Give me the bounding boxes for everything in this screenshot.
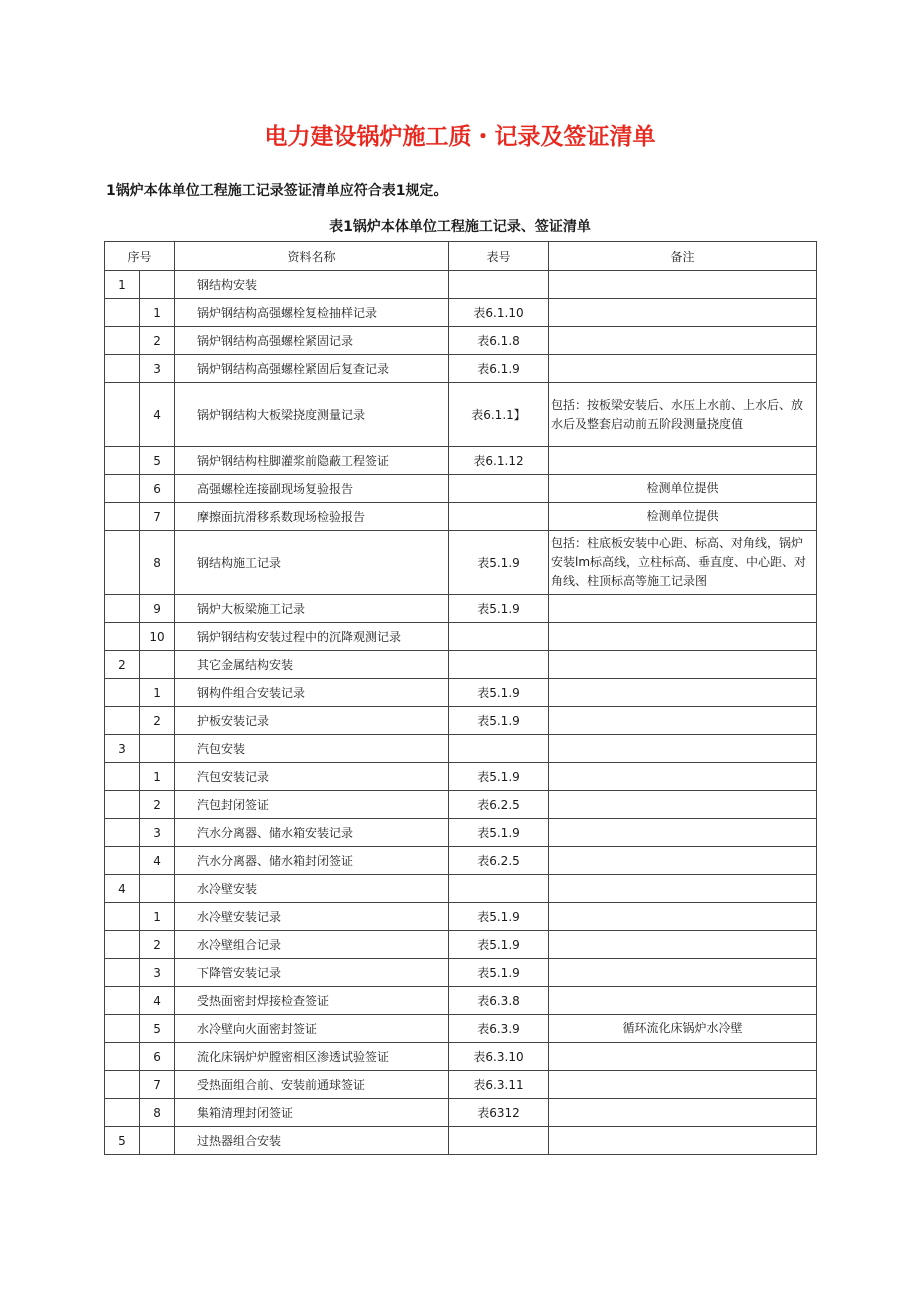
row-name-cell: 摩擦面抗滑移系数现场检验报告 [175,503,449,531]
header-name: 资料名称 [175,242,449,271]
intro-paragraph: 1锅炉本体单位工程施工记录签证清单应符合表1规定。 [106,183,448,199]
row-sub-seq-cell: 2 [140,707,175,735]
table-row [105,847,817,875]
row-note-cell [549,959,817,987]
table-row [105,1043,817,1071]
section-row [105,875,817,903]
row-form-cell: 表5.1.9 [449,763,549,791]
row-form-cell [449,271,549,299]
row-seq-cell: 3 [105,735,140,763]
row-sub-seq-cell: 1 [140,763,175,791]
row-form-cell [449,503,549,531]
row-name-cell: 水冷壁安装记录 [175,903,449,931]
row-name-cell: 流化床锅炉炉膛密相区渗透试验签证 [175,1043,449,1071]
row-seq-cell [105,903,140,931]
row-form-cell: 表6.1.8 [449,327,549,355]
row-seq-cell [105,355,140,383]
row-name-cell: 锅炉钢结构柱脚灌浆前隐蔽工程签证 [175,447,449,475]
table-row [105,531,817,595]
row-name-cell: 护板安装记录 [175,707,449,735]
table-row [105,707,817,735]
row-sub-seq-cell: 1 [140,903,175,931]
row-sub-seq-cell: 6 [140,1043,175,1071]
table-row [105,383,817,447]
row-name-cell: 水冷壁向火面密封签证 [175,1015,449,1043]
table-row [105,327,817,355]
row-note-cell [549,791,817,819]
row-seq-cell [105,931,140,959]
row-form-cell [449,651,549,679]
table-row [105,987,817,1015]
row-name-cell: 水冷壁安装 [175,875,449,903]
row-form-cell: 表6.3.11 [449,1071,549,1099]
row-note-cell [549,763,817,791]
row-sub-seq-cell [140,735,175,763]
header-note: 备注 [549,242,817,271]
row-form-cell: 表5.1.9 [449,959,549,987]
row-form-cell: 表6.2.5 [449,847,549,875]
row-form-cell [449,875,549,903]
row-seq-cell [105,475,140,503]
row-note-cell [549,707,817,735]
row-seq-cell [105,503,140,531]
row-note-cell [549,1127,817,1155]
row-form-cell: 表5.1.9 [449,707,549,735]
row-form-cell: 表5.1.9 [449,679,549,707]
row-sub-seq-cell: 4 [140,383,175,447]
row-note-cell: 包括：按板梁安装后、水压上水前、上水后、放水后及整套启动前五阶段测量挠度值 [549,383,817,447]
row-note-cell [549,819,817,847]
row-seq-cell: 5 [105,1127,140,1155]
table-row [105,819,817,847]
table-row [105,1015,817,1043]
row-seq-cell [105,1015,140,1043]
row-note-cell [549,299,817,327]
table-row [105,447,817,475]
section-row [105,1127,817,1155]
row-form-cell: 表6.3.9 [449,1015,549,1043]
table-row [105,475,817,503]
row-name-cell: 锅炉钢结构高强螺栓紧固记录 [175,327,449,355]
row-form-cell [449,475,549,503]
table-row [105,299,817,327]
row-form-cell: 表5.1.9 [449,931,549,959]
row-note-cell [549,987,817,1015]
row-form-cell: 表5.1.9 [449,903,549,931]
row-note-cell [549,595,817,623]
row-seq-cell [105,383,140,447]
table-row [105,623,817,651]
table-row [105,1071,817,1099]
row-sub-seq-cell: 8 [140,531,175,595]
row-name-cell: 锅炉大板梁施工记录 [175,595,449,623]
row-note-cell [549,327,817,355]
row-sub-seq-cell: 1 [140,679,175,707]
table-row [105,791,817,819]
row-form-cell: 表5.1.9 [449,531,549,595]
row-name-cell: 汽水分离器、储水箱封闭签证 [175,847,449,875]
row-note-cell [549,271,817,299]
table-row [105,959,817,987]
table-header-row [105,242,817,271]
row-seq-cell [105,595,140,623]
row-form-cell: 表6.1.9 [449,355,549,383]
row-sub-seq-cell [140,1127,175,1155]
row-note-cell [549,1043,817,1071]
row-note-cell [549,447,817,475]
row-form-cell: 表6.1.12 [449,447,549,475]
row-note-cell: 检测单位提供 [549,503,817,531]
row-seq-cell [105,327,140,355]
row-note-cell [549,679,817,707]
row-seq-cell: 4 [105,875,140,903]
row-name-cell: 锅炉钢结构安装过程中的沉降观测记录 [175,623,449,651]
row-sub-seq-cell: 8 [140,1099,175,1127]
row-seq-cell [105,819,140,847]
row-sub-seq-cell: 2 [140,327,175,355]
row-note-cell: 包括：柱底板安装中心距、标高、对角线，锅炉安装lm标高线，立柱标高、垂直度、中心距、对角线、柱顶标高等施工记录图 [549,531,817,595]
record-list-table [104,241,817,1155]
row-sub-seq-cell: 7 [140,503,175,531]
row-seq-cell [105,791,140,819]
row-seq-cell [105,1043,140,1071]
row-note-cell [549,735,817,763]
row-sub-seq-cell: 2 [140,791,175,819]
row-name-cell: 锅炉钢结构高强螺栓复检抽样记录 [175,299,449,327]
row-seq-cell [105,1071,140,1099]
row-form-cell: 表6.3.10 [449,1043,549,1071]
row-seq-cell [105,959,140,987]
table-row [105,903,817,931]
row-seq-cell [105,847,140,875]
row-sub-seq-cell [140,271,175,299]
table-row [105,503,817,531]
row-form-cell [449,735,549,763]
row-form-cell [449,623,549,651]
row-name-cell: 受热面组合前、安装前通球签证 [175,1071,449,1099]
row-name-cell: 汽水分离器、储水箱安装记录 [175,819,449,847]
row-name-cell: 钢结构安装 [175,271,449,299]
row-note-cell [549,903,817,931]
row-name-cell: 集箱清理封闭签证 [175,1099,449,1127]
row-note-cell: 检测单位提供 [549,475,817,503]
row-sub-seq-cell: 3 [140,959,175,987]
row-seq-cell: 1 [105,271,140,299]
row-sub-seq-cell: 10 [140,623,175,651]
row-note-cell [549,623,817,651]
row-seq-cell: 2 [105,651,140,679]
row-note-cell [549,875,817,903]
row-seq-cell [105,707,140,735]
table-row [105,931,817,959]
row-form-cell: 表6.1.10 [449,299,549,327]
document-title: 电力建设锅炉施工质・记录及签证清单 [264,124,656,150]
row-name-cell: 汽包封闭签证 [175,791,449,819]
row-note-cell [549,651,817,679]
row-form-cell: 表6.1.1】 [449,383,549,447]
section-row [105,651,817,679]
row-name-cell: 水冷壁组合记录 [175,931,449,959]
row-form-cell: 表6.3.8 [449,987,549,1015]
row-note-cell [549,931,817,959]
row-form-cell [449,1127,549,1155]
row-sub-seq-cell: 3 [140,819,175,847]
row-name-cell: 汽包安装记录 [175,763,449,791]
row-sub-seq-cell: 6 [140,475,175,503]
row-name-cell: 受热面密封焊接检查签证 [175,987,449,1015]
row-form-cell: 表5.1.9 [449,595,549,623]
row-seq-cell [105,623,140,651]
row-form-cell: 表6312 [449,1099,549,1127]
row-sub-seq-cell: 1 [140,299,175,327]
row-form-cell: 表5.1.9 [449,819,549,847]
table-row [105,1099,817,1127]
header-seq: 序号 [105,242,175,271]
row-note-cell [549,1099,817,1127]
row-sub-seq-cell: 5 [140,447,175,475]
table-row [105,763,817,791]
row-note-cell [549,355,817,383]
row-note-cell [549,1071,817,1099]
row-name-cell: 钢结构施工记录 [175,531,449,595]
header-form: 表号 [449,242,549,271]
row-name-cell: 钢构件组合安装记录 [175,679,449,707]
row-note-cell: 循环流化床锅炉水冷壁 [549,1015,817,1043]
row-seq-cell [105,1099,140,1127]
table-row [105,355,817,383]
row-sub-seq-cell: 2 [140,931,175,959]
row-name-cell: 其它金属结构安装 [175,651,449,679]
row-sub-seq-cell: 4 [140,847,175,875]
row-sub-seq-cell [140,651,175,679]
row-name-cell: 锅炉钢结构高强螺栓紧固后复查记录 [175,355,449,383]
row-seq-cell [105,299,140,327]
row-seq-cell [105,679,140,707]
table-row [105,679,817,707]
row-seq-cell [105,531,140,595]
table-row [105,595,817,623]
row-sub-seq-cell: 5 [140,1015,175,1043]
row-form-cell: 表6.2.5 [449,791,549,819]
row-name-cell: 汽包安装 [175,735,449,763]
section-row [105,271,817,299]
row-name-cell: 下降管安装记录 [175,959,449,987]
row-note-cell [549,847,817,875]
table-caption: 表1锅炉本体单位工程施工记录、签证清单 [329,219,591,235]
row-seq-cell [105,763,140,791]
row-seq-cell [105,987,140,1015]
row-name-cell: 锅炉钢结构大板梁挠度测量记录 [175,383,449,447]
row-name-cell: 高强螺栓连接副现场复验报告 [175,475,449,503]
row-sub-seq-cell: 4 [140,987,175,1015]
row-name-cell: 过热器组合安装 [175,1127,449,1155]
row-sub-seq-cell [140,875,175,903]
section-row [105,735,817,763]
row-sub-seq-cell: 7 [140,1071,175,1099]
row-sub-seq-cell: 9 [140,595,175,623]
row-seq-cell [105,447,140,475]
row-sub-seq-cell: 3 [140,355,175,383]
